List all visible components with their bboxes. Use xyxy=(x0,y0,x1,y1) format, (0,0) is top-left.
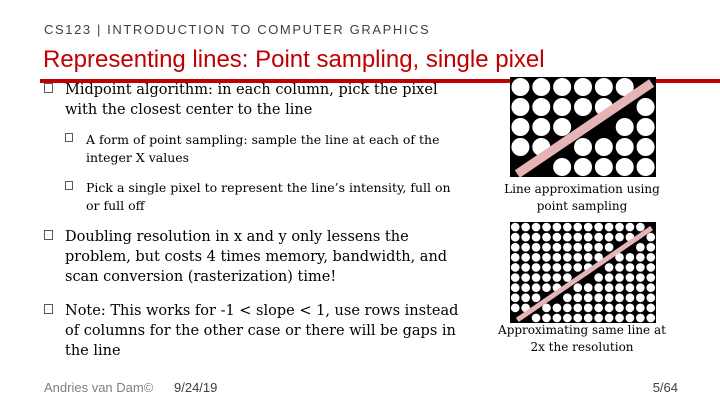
pixel-off xyxy=(583,253,592,262)
pixel-off xyxy=(553,118,572,137)
pixel-off xyxy=(594,78,613,97)
pixel-off xyxy=(521,263,530,272)
pixel-off xyxy=(510,273,519,282)
pixel-off xyxy=(521,232,530,241)
pixel-off xyxy=(615,232,624,241)
pixel-off xyxy=(573,232,582,241)
pixel-off xyxy=(636,293,645,302)
bullet-slope-note xyxy=(44,301,469,361)
pixel-off xyxy=(542,222,551,231)
pixel-off xyxy=(625,273,634,282)
sub-bullet-point-sampling xyxy=(65,131,455,167)
bullet-square-icon xyxy=(44,83,53,93)
pixel-off xyxy=(552,273,561,282)
pixel-off xyxy=(532,78,551,97)
pixel-off xyxy=(542,243,551,252)
pixel-off xyxy=(583,222,592,231)
pixel-off xyxy=(553,78,572,97)
pixel-off xyxy=(636,243,645,252)
pixel-off xyxy=(563,263,572,272)
pixel-off xyxy=(604,263,613,272)
pixel-off xyxy=(636,273,645,282)
pixel-off xyxy=(604,243,613,252)
pixel-off xyxy=(583,243,592,252)
pixel-off xyxy=(531,253,540,262)
pixel-off xyxy=(636,303,645,312)
pixel-off xyxy=(510,283,519,292)
pixel-off xyxy=(510,253,519,262)
footer-date: 9/24/19 xyxy=(174,380,218,395)
pixel-off xyxy=(604,283,613,292)
pixel-off xyxy=(552,253,561,262)
pixel-off xyxy=(594,138,613,157)
bullet-doubling-resolution xyxy=(44,227,449,287)
pixel-off xyxy=(510,303,519,312)
bullet-midpoint-algorithm xyxy=(44,80,444,120)
pixel-off xyxy=(594,158,613,177)
pixel-off xyxy=(636,253,645,262)
pixel-off xyxy=(563,303,572,312)
page-number: 5/64 xyxy=(652,380,678,395)
pixel-off xyxy=(542,232,551,241)
pixel-off xyxy=(511,98,530,117)
pixel-off xyxy=(636,138,655,157)
pixel-off xyxy=(510,263,519,272)
pixel-off xyxy=(615,118,634,137)
bullet-square-icon xyxy=(65,181,73,190)
pixel-off xyxy=(594,222,603,231)
pixel-off xyxy=(552,232,561,241)
pixel-off xyxy=(510,232,519,241)
pixel-off xyxy=(604,293,613,302)
pixel-off xyxy=(573,263,582,272)
pixel-off xyxy=(574,158,593,177)
pixel-off xyxy=(594,232,603,241)
bullet-square-icon xyxy=(44,304,53,314)
pixel-off xyxy=(542,263,551,272)
pixel-off xyxy=(531,232,540,241)
pixel-off xyxy=(510,293,519,302)
pixel-off xyxy=(583,232,592,241)
pixel-off xyxy=(552,303,561,312)
footer-author: Andries van Dam© xyxy=(44,380,154,395)
pixel-off xyxy=(574,138,593,157)
bullet-text: Midpoint algorithm: in each column, pick the pixel with the closest center to the line xyxy=(65,82,438,118)
pixel-off xyxy=(615,273,624,282)
pixel-off xyxy=(636,263,645,272)
pixel-off xyxy=(615,283,624,292)
coarse-grid-caption: Line approximation using point sampling xyxy=(504,182,660,213)
coarse-pixel-grid xyxy=(510,77,656,177)
pixel-off xyxy=(625,263,634,272)
pixel-off xyxy=(532,98,551,117)
pixel-off xyxy=(511,138,530,157)
pixel-off xyxy=(604,232,613,241)
pixel-off xyxy=(573,243,582,252)
bullet-square-icon xyxy=(44,230,53,240)
pixel-off xyxy=(646,273,655,282)
pixel-off xyxy=(553,98,572,117)
pixel-off xyxy=(553,158,572,177)
pixel-off xyxy=(573,222,582,231)
pixel-off xyxy=(542,273,551,282)
pixel-off xyxy=(625,283,634,292)
pixel-off xyxy=(615,158,634,177)
pixel-off xyxy=(615,263,624,272)
pixel-off xyxy=(573,283,582,292)
pixel-off xyxy=(563,222,572,231)
pixel-off xyxy=(604,273,613,282)
pixel-off xyxy=(594,283,603,292)
pixel-off xyxy=(615,303,624,312)
pixel-off xyxy=(521,222,530,231)
pixel-off xyxy=(542,253,551,262)
pixel-off xyxy=(646,243,655,252)
pixel-off xyxy=(531,222,540,231)
pixel-off xyxy=(563,232,572,241)
pixel-off xyxy=(542,283,551,292)
pixel-off xyxy=(594,293,603,302)
pixel-off xyxy=(615,138,634,157)
pixel-off xyxy=(636,222,645,231)
bullet-text: Doubling resolution in x and y only lessens the problem, but costs 4 times memory, bandwidth, and scan conversion (rasterization) time! xyxy=(65,229,448,285)
pixel-off xyxy=(574,98,593,117)
pixel-off xyxy=(646,283,655,292)
bullet-square-icon xyxy=(65,133,73,142)
pixel-off xyxy=(552,222,561,231)
pixel-off xyxy=(646,263,655,272)
sub-bullet-single-pixel xyxy=(65,179,455,215)
pixel-off xyxy=(583,303,592,312)
pixel-off xyxy=(521,273,530,282)
pixel-off xyxy=(625,293,634,302)
pixel-off xyxy=(636,98,655,117)
bullet-text: A form of point sampling: sample the line at each of the integer X values xyxy=(86,132,440,165)
pixel-off xyxy=(636,283,645,292)
pixel-off xyxy=(521,293,530,302)
pixel-off xyxy=(646,293,655,302)
pixel-off xyxy=(594,243,603,252)
pixel-off xyxy=(532,118,551,137)
bullet-text: Note: This works for -1 < slope < 1, use rows instead of columns for the other case or there will be gaps in the line xyxy=(65,303,459,359)
pixel-off xyxy=(574,78,593,97)
pixel-off xyxy=(594,303,603,312)
pixel-off xyxy=(594,273,603,282)
slide-title: Representing lines: Point sampling, single pixel xyxy=(43,46,545,73)
pixel-off xyxy=(531,243,540,252)
pixel-off xyxy=(531,293,540,302)
pixel-off xyxy=(583,293,592,302)
pixel-off xyxy=(563,293,572,302)
pixel-off xyxy=(583,283,592,292)
pixel-off xyxy=(625,253,634,262)
pixel-off xyxy=(531,273,540,282)
pixel-off xyxy=(510,222,519,231)
pixel-off xyxy=(511,118,530,137)
pixel-off xyxy=(573,303,582,312)
pixel-off xyxy=(625,303,634,312)
pixel-off xyxy=(531,263,540,272)
pixel-off xyxy=(573,253,582,262)
pixel-off xyxy=(615,293,624,302)
pixel-off xyxy=(511,78,530,97)
pixel-off xyxy=(552,243,561,252)
pixel-off xyxy=(636,158,655,177)
pixel-off xyxy=(604,303,613,312)
fine-grid-caption: Approximating same line at 2x the resolution xyxy=(498,323,666,354)
pixel-off xyxy=(646,253,655,262)
pixel-off xyxy=(615,222,624,231)
pixel-off xyxy=(604,222,613,231)
pixel-off xyxy=(531,283,540,292)
pixel-off xyxy=(646,303,655,312)
pixel-off xyxy=(521,253,530,262)
pixel-off xyxy=(636,118,655,137)
pixel-off xyxy=(563,253,572,262)
pixel-off xyxy=(573,293,582,302)
pixel-off xyxy=(521,243,530,252)
pixel-off xyxy=(521,283,530,292)
pixel-off xyxy=(625,222,634,231)
bullet-text: Pick a single pixel to represent the line’s intensity, full on or full off xyxy=(86,180,451,213)
pixel-off xyxy=(552,263,561,272)
pixel-off xyxy=(563,243,572,252)
pixel-off xyxy=(510,243,519,252)
course-header: CS123 | INTRODUCTION TO COMPUTER GRAPHICS xyxy=(44,22,431,37)
fine-pixel-grid xyxy=(510,222,656,323)
